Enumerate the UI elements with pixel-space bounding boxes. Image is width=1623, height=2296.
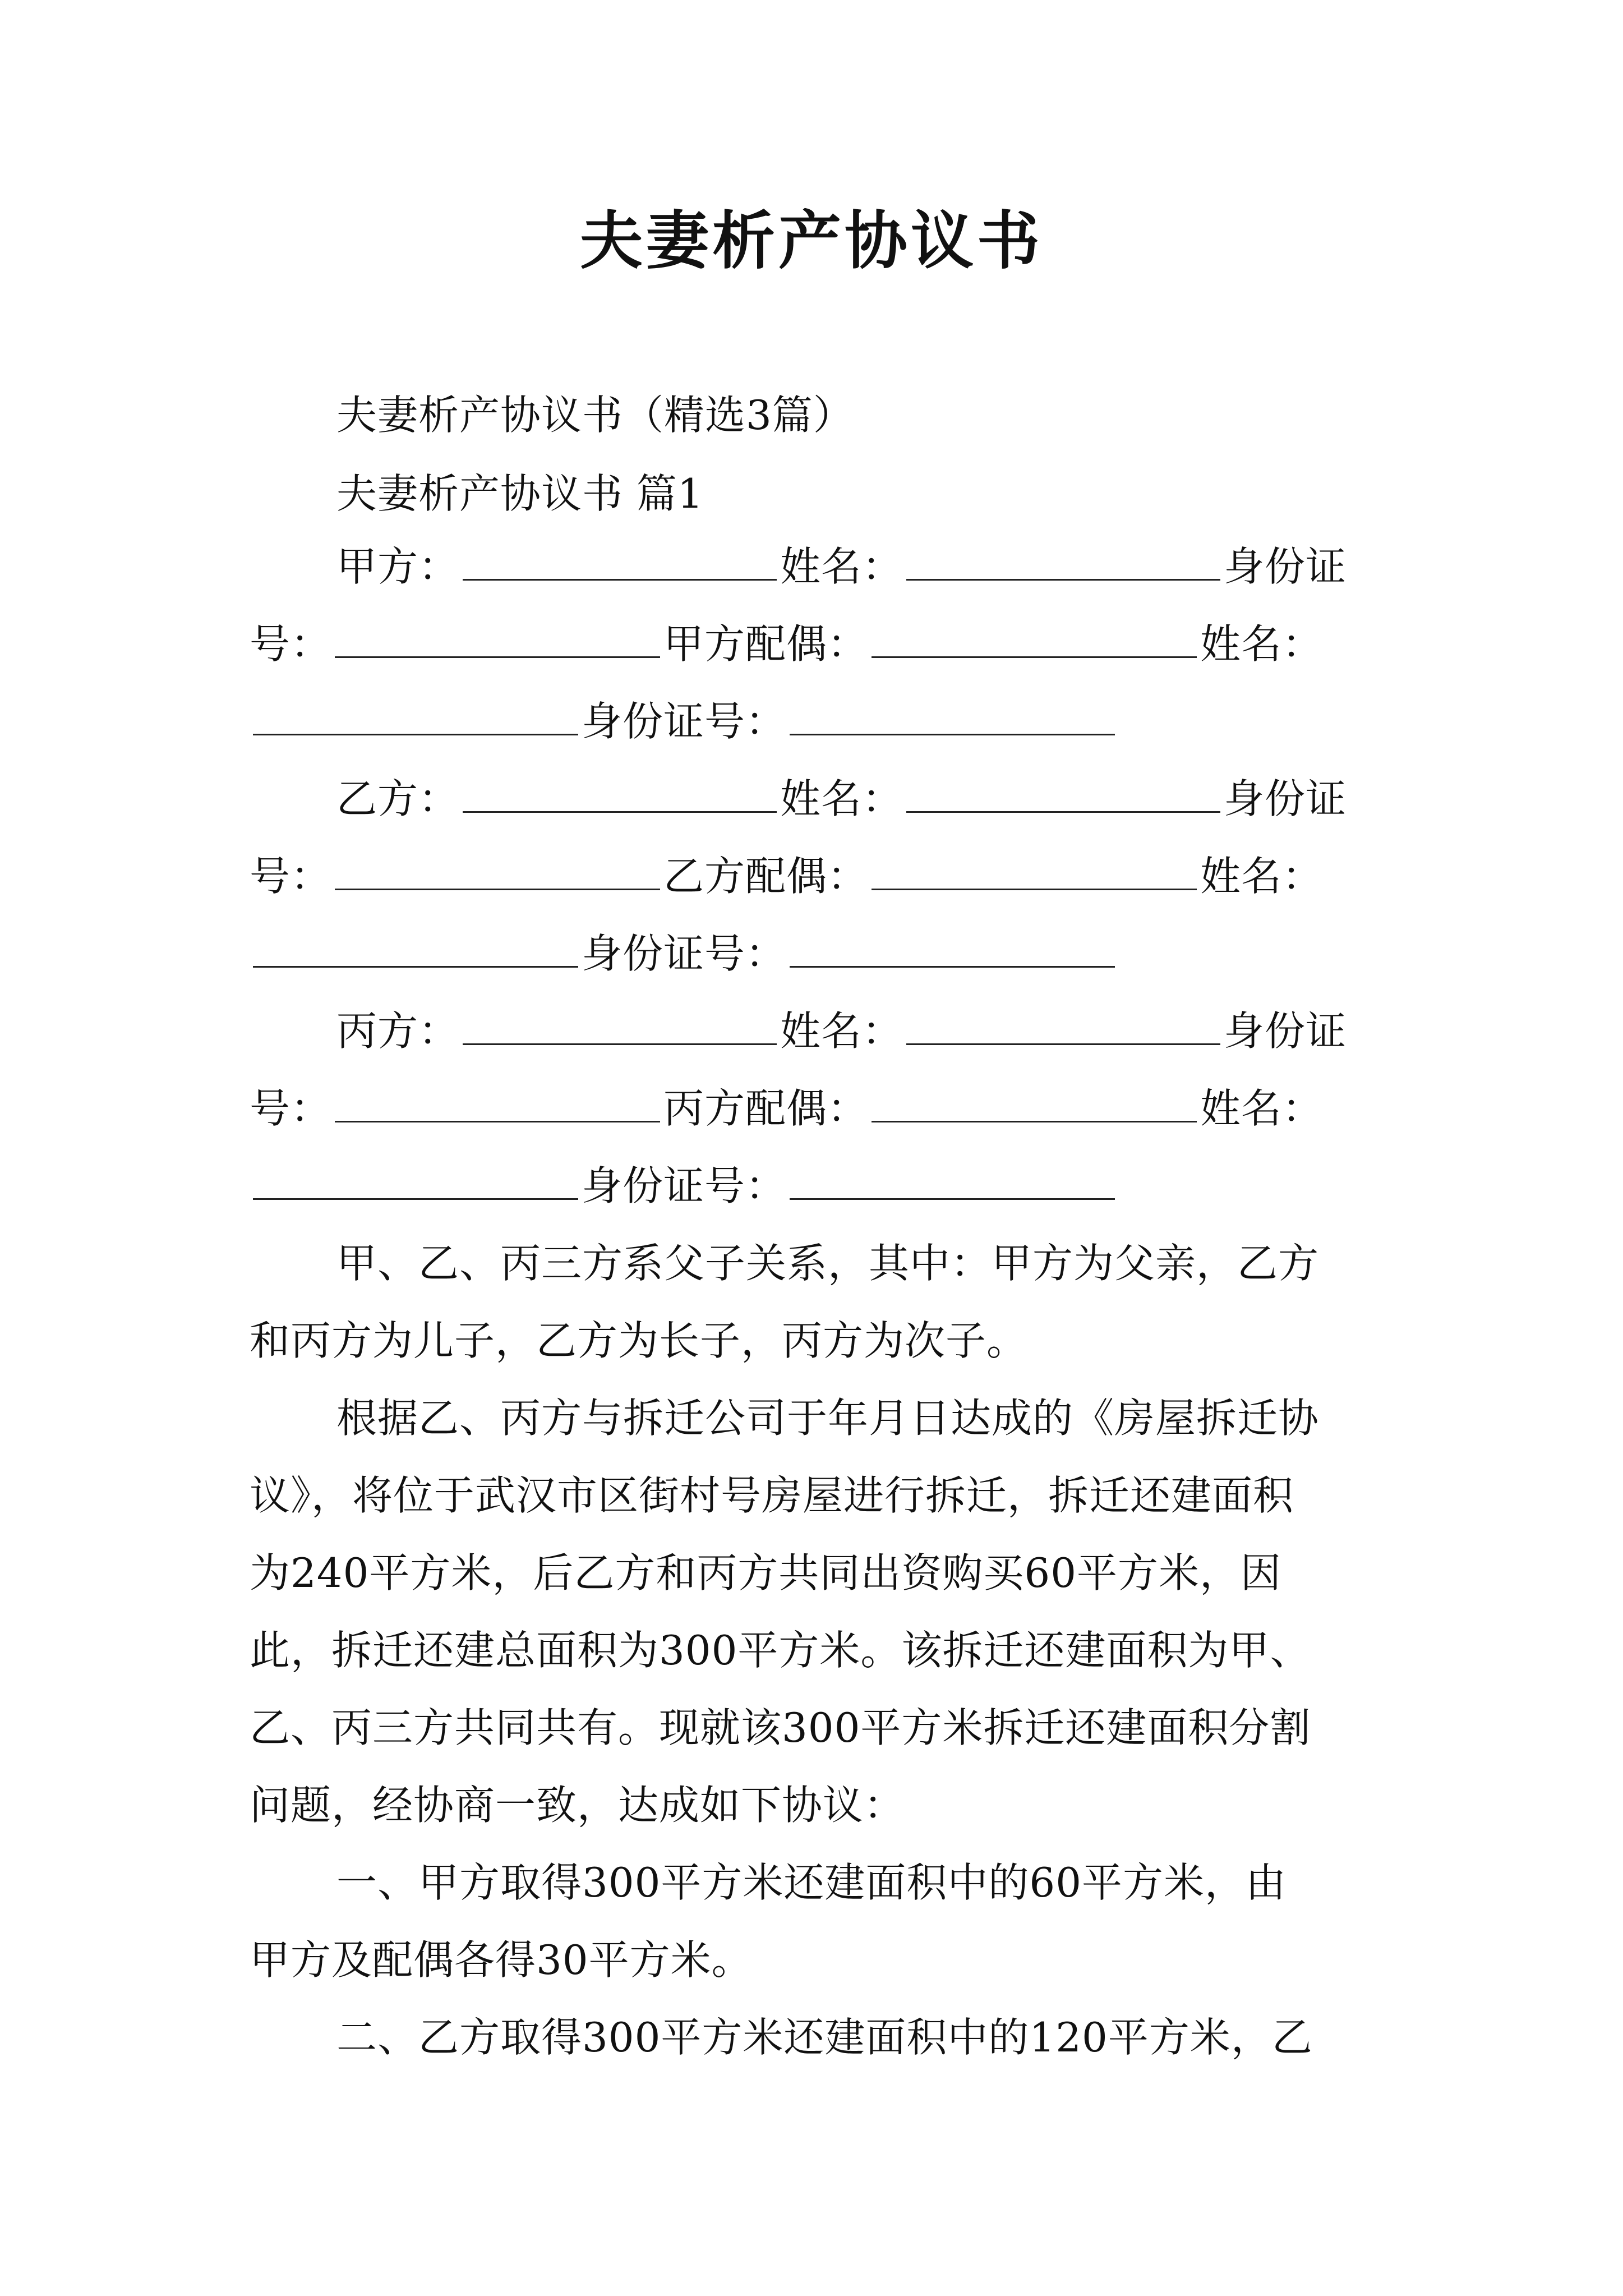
party-a-id-blank[interactable] — [335, 620, 660, 658]
party-b-spouse-id-blank[interactable] — [790, 930, 1115, 968]
party-c-name-label: 姓名： — [780, 1007, 903, 1055]
background-line-2: 议》，将位于武汉市区街村号房屋进行拆迁，拆迁还建面积 — [250, 1472, 1294, 1519]
section-heading: 夫妻析产协议书 篇1 — [336, 470, 704, 517]
party-b-name-label: 姓名： — [780, 775, 903, 822]
relation-line-1: 甲、乙、丙三方系父子关系，其中：甲方为父亲，乙方 — [336, 1240, 1320, 1287]
party-a-spouse-blank[interactable] — [872, 620, 1197, 658]
party-b-line-1 — [336, 771, 1347, 827]
party-c-spouse-blank[interactable] — [872, 1085, 1197, 1122]
party-c-id-blank[interactable] — [335, 1085, 660, 1122]
party-a-line-2 — [250, 616, 1323, 672]
party-c-line-1 — [336, 1003, 1347, 1059]
party-b-line-2 — [250, 848, 1323, 904]
party-b-spouse-blank[interactable] — [872, 853, 1197, 890]
clause-2-line-1: 二、乙方取得300平方米还建面积中的120平方米，乙 — [336, 2014, 1313, 2061]
clause-1-line-2: 甲方及配偶各得30平方米。 — [250, 1936, 753, 1984]
party-b-spouse-name-label: 姓名： — [1200, 853, 1324, 900]
party-c-spouse-label: 丙方配偶： — [663, 1085, 869, 1132]
document-title: 夫妻析产协议书 — [580, 204, 1043, 278]
party-b-id-blank[interactable] — [335, 853, 660, 890]
background-line-6: 问题，经协商一致，达成如下协议： — [250, 1782, 905, 1829]
party-c-spouse-name-label: 姓名： — [1200, 1085, 1324, 1132]
party-b-id-label: 身份证 — [1224, 775, 1347, 822]
party-b-line-3 — [250, 926, 1118, 982]
party-c-blank[interactable] — [463, 1007, 777, 1045]
party-a-spouse-label: 甲方配偶： — [663, 620, 869, 668]
party-a-id-label-cont: 号： — [250, 620, 332, 668]
party-b-spouse-label: 乙方配偶： — [663, 853, 869, 900]
party-b-label: 乙方： — [336, 775, 460, 822]
party-a-spouse-id-blank[interactable] — [790, 698, 1115, 735]
party-c-spouse-id-blank[interactable] — [790, 1162, 1115, 1200]
background-line-3: 为240平方米，后乙方和丙方共同出资购买60平方米，因 — [250, 1549, 1282, 1596]
party-b-spouse-name-blank[interactable] — [253, 930, 578, 968]
party-c-line-3 — [250, 1158, 1118, 1214]
party-a-spouse-name-label: 姓名： — [1200, 620, 1324, 668]
party-a-line-1 — [336, 539, 1347, 595]
party-a-id-label: 身份证 — [1224, 543, 1347, 590]
document-subtitle: 夫妻析产协议书（精选3篇） — [336, 392, 854, 439]
clause-1-line-1: 一、甲方取得300平方米还建面积中的60平方米，由 — [336, 1859, 1287, 1906]
relation-line-2: 和丙方为儿子，乙方为长子，丙方为次子。 — [250, 1317, 1028, 1364]
party-a-line-3 — [250, 693, 1118, 749]
party-b-id-label-cont: 号： — [250, 853, 332, 900]
party-c-id-label: 身份证 — [1224, 1007, 1347, 1055]
party-a-name-label: 姓名： — [780, 543, 903, 590]
background-line-5: 乙、丙三方共同共有。现就该300平方米拆迁还建面积分割 — [250, 1704, 1311, 1751]
background-line-1: 根据乙、丙方与拆迁公司于年月日达成的《房屋拆迁协 — [336, 1395, 1320, 1442]
party-c-line-2 — [250, 1080, 1323, 1137]
party-a-spouse-id-label: 身份证号： — [582, 698, 787, 745]
party-c-name-blank[interactable] — [906, 1007, 1220, 1045]
party-c-label: 丙方： — [336, 1007, 460, 1055]
party-b-name-blank[interactable] — [906, 775, 1220, 813]
party-b-blank[interactable] — [463, 775, 777, 813]
party-c-id-label-cont: 号： — [250, 1085, 332, 1132]
party-a-name-blank[interactable] — [906, 543, 1220, 581]
background-line-4: 此，拆迁还建总面积为300平方米。该拆迁还建面积为甲、 — [250, 1627, 1311, 1674]
party-a-label: 甲方： — [336, 543, 460, 590]
party-c-spouse-id-label: 身份证号： — [582, 1162, 787, 1209]
party-a-spouse-name-blank[interactable] — [253, 698, 578, 735]
party-c-spouse-name-blank[interactable] — [253, 1162, 578, 1200]
party-b-spouse-id-label: 身份证号： — [582, 930, 787, 977]
party-a-blank[interactable] — [463, 543, 777, 581]
